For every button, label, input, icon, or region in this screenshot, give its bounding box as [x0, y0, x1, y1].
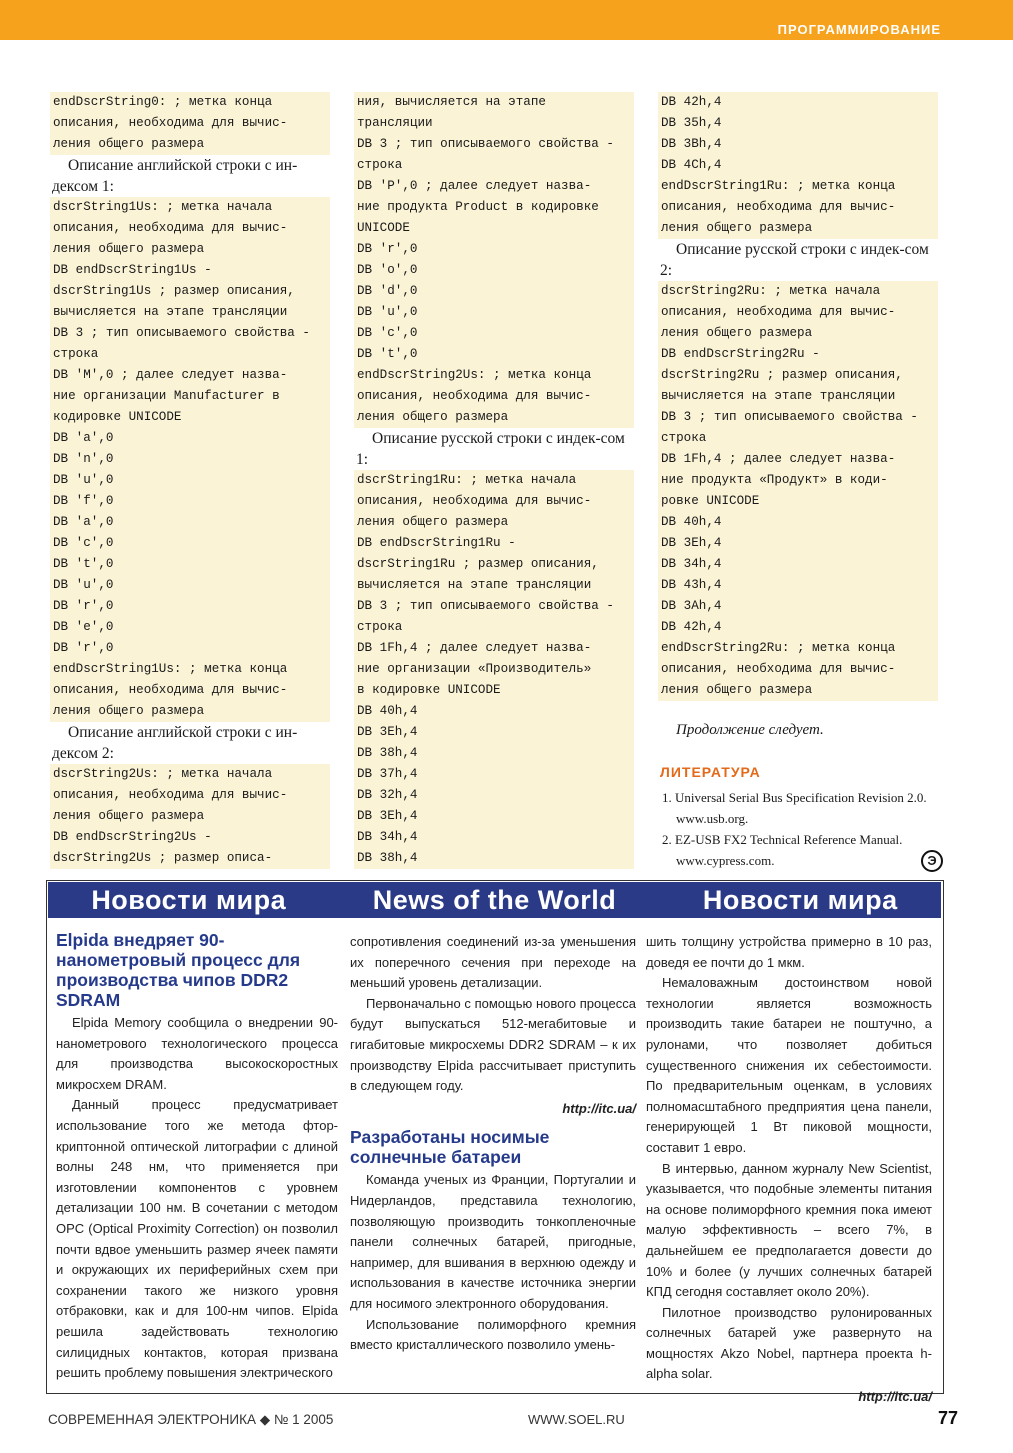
code-block: dscrString2Ru: ; метка начала описания, необходима для вычис- ления общего размера DB endDscrString2Ru - dscrString2Ru ; размер описания, вычисляется на этапе трансляции DB 3 ; тип описываемого свойства - строка DB 1Fh,4 ; далее следует назва- ние продукта «Продукт» в коди- ровке UNICODE DB 40h,4 DB 3Eh,4 DB 34h,4 DB 43h,4 DB 3Ah,4 DB 42h,4 endDscrString2Ru: ; метка конца описания, необходима для вычис- ления общего размера: [658, 281, 938, 701]
article-paragraph: Первоначально с помощью нового процесса будут выпускаться 512-мегабитовые и гигабитовые микросхемы DDR2 SDRAM – к их производству Elpida рассчитывает приступить в следующем году.: [350, 995, 636, 1094]
literature-title: ЛИТЕРАТУРА: [660, 764, 761, 780]
literature-list: [660, 787, 942, 871]
article-paragraph: Elpida Memory сообщила о внедрении 90-нанометрового технологического процесса для производства высокоскоростных микросхем DRAM.: [56, 1015, 338, 1092]
end-mark-logo: Э: [921, 850, 943, 872]
code-block: dscrString1Ru: ; метка начала описания, необходима для вычис- ления общего размера DB endDscrString1Ru - dscrString1Ru ; размер описания, вычисляется на этапе трансляции DB 3 ; тип описываемого свойства - строка DB 1Fh,4 ; далее следует назва- ние организации «Производитель» в кодировке UNICODE DB 40h,4 DB 3Eh,4 DB 38h,4 DB 37h,4 DB 32h,4 DB 3Eh,4 DB 34h,4 DB 38h,4: [354, 470, 634, 869]
article-paragraph: Немаловажным достоинством новой технологии является возможность производить такие батареи не поштучно, а рулонами, что позволяет добиться существенного снижения их себестоимости. По предварительным оценкам, в условиях полномасштабного предприятия цена панели, генерирующей 1 Вт пиковой мощности, составит 1 евро.: [646, 975, 932, 1155]
text-paragraph: Описание русской строки с индек-сом 1:: [356, 430, 625, 468]
news-banner: [48, 882, 941, 918]
banner-text-en: News of the World: [372, 884, 617, 915]
code-column-3: [658, 92, 938, 701]
header-bar: [0, 0, 1013, 40]
article-paragraph: сопротивления соединений из-за уменьшения их поперечного сечения при переходе на меньший уровень детализации.: [350, 934, 636, 991]
article-paragraph: Пилотное производство рулонированных солнечных батарей уже развернуто на мощностях Akzo Nobel, партнера проекта h-alpha solar.: [646, 1304, 932, 1382]
news-column-2: [350, 932, 636, 1356]
code-block: DB 42h,4 DB 35h,4 DB 3Bh,4 DB 4Ch,4 endDscrString1Ru: ; метка конца описания, необходима для вычис- ления общего размера: [658, 92, 938, 239]
code-column-2: [354, 92, 634, 869]
article-paragraph: шить толщину устройства примерно в 10 раз, доведя ее почти до 1 мкм.: [646, 934, 932, 970]
banner-text-ru: Новости мира: [91, 884, 287, 915]
code-column-1: [50, 92, 330, 869]
section-title: ПРОГРАММИРОВАНИЕ: [777, 22, 941, 37]
source-link[interactable]: http://itc.ua/: [858, 1389, 932, 1405]
article-paragraph: Команда ученых из Франции, Португалии и Нидерландов, представила технологию, позволяющую производить тонкопленочные панели солнечных батарей, пригодные, например, для вшивания в верхнюю одежду и использования в качестве источника энергии для носимого электронного оборудования.: [350, 1172, 636, 1311]
article-paragraph: Использование полиморфного кремния вместо кристаллического позволило умень-: [350, 1316, 636, 1353]
banner-text-ru-2: Новости мира: [702, 884, 898, 915]
news-column-1: [56, 930, 338, 1384]
article-title: Elpida внедряет 90-нанометровый процесс для производства чипов DDR2 SDRAM: [56, 930, 301, 1010]
page-number: 77: [938, 1408, 959, 1428]
article-title: Разработаны носимые солнечные батареи: [350, 1127, 550, 1168]
literature-item: 1. Universal Serial Bus Specification Revision 2.0. www.usb.org.: [662, 790, 927, 826]
footer-site[interactable]: WWW.SOEL.RU: [528, 1412, 625, 1427]
code-block: dscrString1Us: ; метка начала описания, необходима для вычис- ления общего размера DB endDscrString1Us - dscrString1Us ; размер описания, вычисляется на этапе трансляции DB 3 ; тип описываемого свойства - строка DB 'M',0 ; далее следует назва- ние организации Manufacturer в кодировке UNICODE DB 'a',0 DB 'n',0 DB 'u',0 DB 'f',0 DB 'a',0 DB 'c',0 DB 't',0 DB 'u',0 DB 'r',0 DB 'e',0 DB 'r',0 endDscrString1Us: ; метка конца описания, необходима для вычис- ления общего размера: [50, 197, 330, 722]
code-block: endDscrString0: ; метка конца описания, необходима для вычис- ления общего размера: [50, 92, 330, 155]
source-link[interactable]: http://itc.ua/: [562, 1100, 636, 1116]
continuation-note: Продолжение следует.: [676, 722, 824, 738]
text-paragraph: Описание английской строки с ин-дексом 2:: [52, 724, 298, 762]
text-paragraph: Описание английской строки с ин-дексом 1:: [52, 157, 298, 195]
article-paragraph: В интервью, данном журналу New Scientist, указывается, что подобные элементы питания на основе полиморфного кремния пока имеют малую эффективность – всего 7%, в дальнейшем ее предполагается довести до 10% и более (у лучших солнечных батарей КПД сегодня составляет около 20%).: [646, 1160, 932, 1300]
text-paragraph: Описание русской строки с индек-сом 2:: [660, 241, 929, 279]
code-block: ния, вычисляется на этапе трансляции DB 3 ; тип описываемого свойства - строка DB 'P',0 ; далее следует назва- ние продукта Product в кодировке UNICODE DB 'r',0 DB 'o',0 DB 'd',0 DB 'u',0 DB 'c',0 DB 't',0 endDscrString2Us: ; метка конца описания, необходима для вычис- ления общего размера: [354, 92, 634, 428]
news-column-3: [646, 932, 932, 1416]
article-paragraph: Данный процесс предусматривает использование того же метода фтор-криптонной оптической литографии с длиной волны 248 нм, что применяется при изготовлении компонентов с уровнем детализации 100 нм. В сочетании с методом OPC (Optical Proximity Correction) он позволил почти вдвое уменьшить размер ячеек памяти и окружающих их периферийных схем при сохранении такого же низкого уровня отбраковки, как и для 100-нм чипов. Elpida решила задействовать технологию силицидных контактов, которая призвана решить проблему повышения электрического: [56, 1097, 338, 1381]
footer-magazine: СОВРЕМЕННАЯ ЭЛЕКТРОНИКА ◆ № 1 2005: [48, 1412, 334, 1427]
code-block: dscrString2Us: ; метка начала описания, необходима для вычис- ления общего размера DB endDscrString2Us - dscrString2Us ; размер описа-: [50, 764, 330, 869]
literature-item: 2. EZ-USB FX2 Technical Reference Manual. www.cypress.com.: [662, 832, 903, 868]
